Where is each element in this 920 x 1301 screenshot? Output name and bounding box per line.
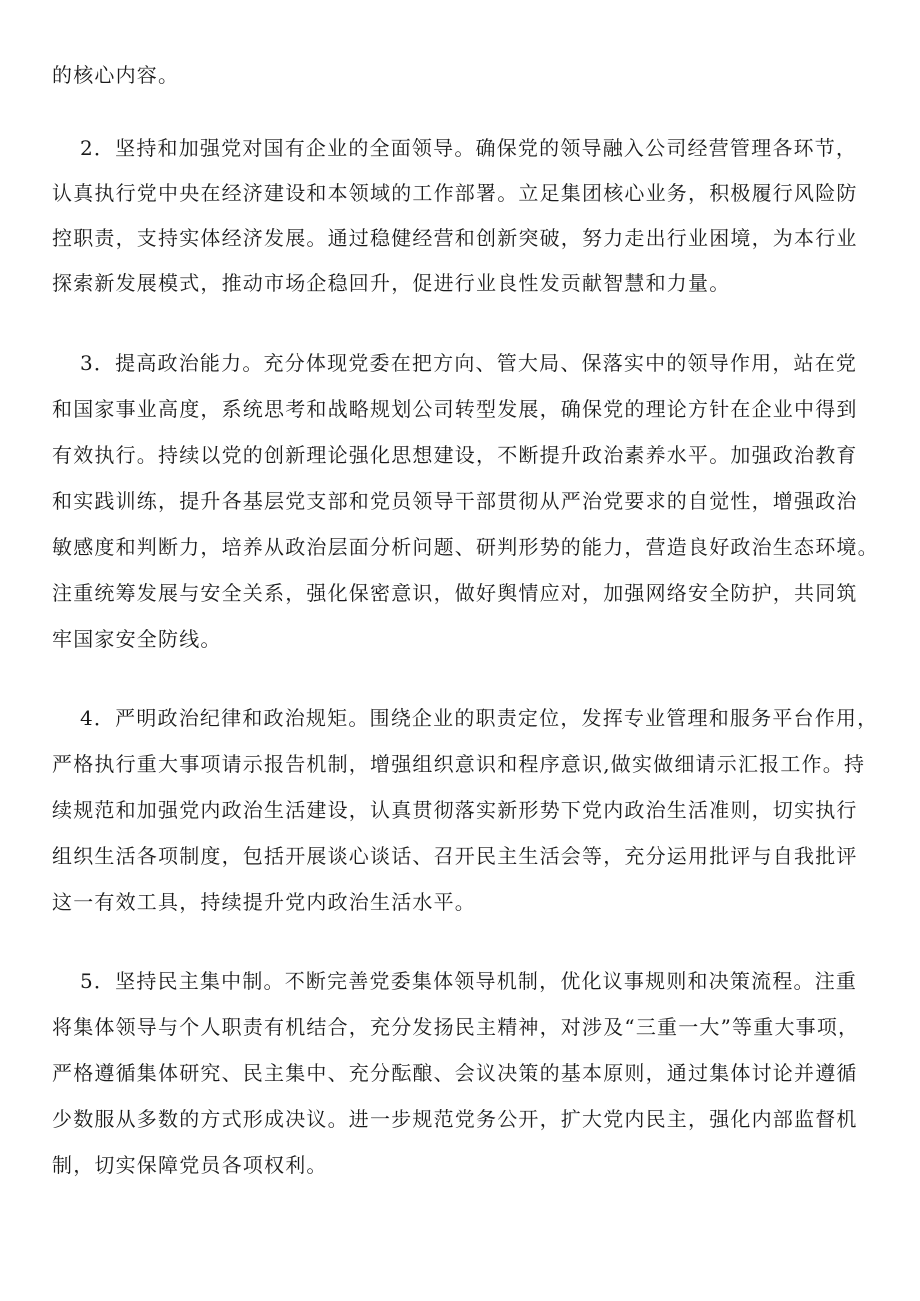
text-line: 5．坚持民主集中制。不断完善党委集体领导机制，优化议事规则和决策流程。注重 xyxy=(80,969,858,993)
text-line: 和实践训练，提升各基层党支部和党员领导干部贯彻从严治党要求的自觉性，增强政治 xyxy=(52,489,858,513)
text-line: 控职责，支持实体经济发展。通过稳健经营和创新突破，努力走出行业困境，为本行业 xyxy=(52,226,858,250)
text-line: 和国家事业高度，系统思考和战略规划公司转型发展，确保党的理论方针在企业中得到 xyxy=(52,397,858,421)
text-line: 续规范和加强党内政治生活建设，认真贯彻落实新形势下党内政治生活准则，切实执行 xyxy=(52,798,858,822)
text-line: 有效执行。持续以党的创新理论强化思想建设，不断提升政治素养水平。加强政治教育 xyxy=(52,443,858,467)
text-line: 将集体领导与个人职责有机结合，充分发扬民主精神，对涉及“三重一大”等重大事项， xyxy=(52,1015,860,1039)
text-line: 制，切实保障党员各项权利。 xyxy=(52,1153,328,1177)
text-line: 这一有效工具，持续提升党内政治生活水平。 xyxy=(52,890,476,914)
text-line: 严格执行重大事项请示报告机制，增强组织意识和程序意识,做实做细请示汇报工作。持 xyxy=(52,752,866,776)
text-line: 组织生活各项制度，包括开展谈心谈话、召开民主生活会等，充分运用批评与自我批评 xyxy=(52,844,858,868)
text-line: 3．提高政治能力。充分体现党委在把方向、管大局、保落实中的领导作用，站在党 xyxy=(80,351,858,375)
text-line: 的核心内容。 xyxy=(52,63,180,87)
text-line: 4．严明政治纪律和政治规矩。围绕企业的职责定位，发挥专业管理和服务平台作用， xyxy=(80,706,879,730)
text-line: 少数服从多数的方式形成决议。进一步规范党务公开，扩大党内民主，强化内部监督机 xyxy=(52,1107,858,1131)
text-line: 敏感度和判断力，培养从政治层面分析问题、研判形势的能力，营造良好政治生态环境。 xyxy=(52,535,879,559)
text-line: 严格遵循集体研究、民主集中、充分酝酿、会议决策的基本原则，通过集体讨论并遵循 xyxy=(52,1061,858,1085)
text-line: 注重统筹发展与安全关系，强化保密意识，做好舆情应对，加强网络安全防护，共同筑 xyxy=(52,581,858,605)
document-body xyxy=(52,0,879,1301)
text-line: 探索新发展模式，推动市场企稳回升，促进行业良性发贡献智慧和力量。 xyxy=(52,271,731,295)
text-line: 2．坚持和加强党对国有企业的全面领导。确保党的领导融入公司经营管理各环节， xyxy=(80,136,858,160)
text-line: 认真执行党中央在经济建设和本领域的工作部署。立足集团核心业务，积极履行风险防 xyxy=(52,181,858,205)
text-line: 牢国家安全防线。 xyxy=(52,627,222,651)
